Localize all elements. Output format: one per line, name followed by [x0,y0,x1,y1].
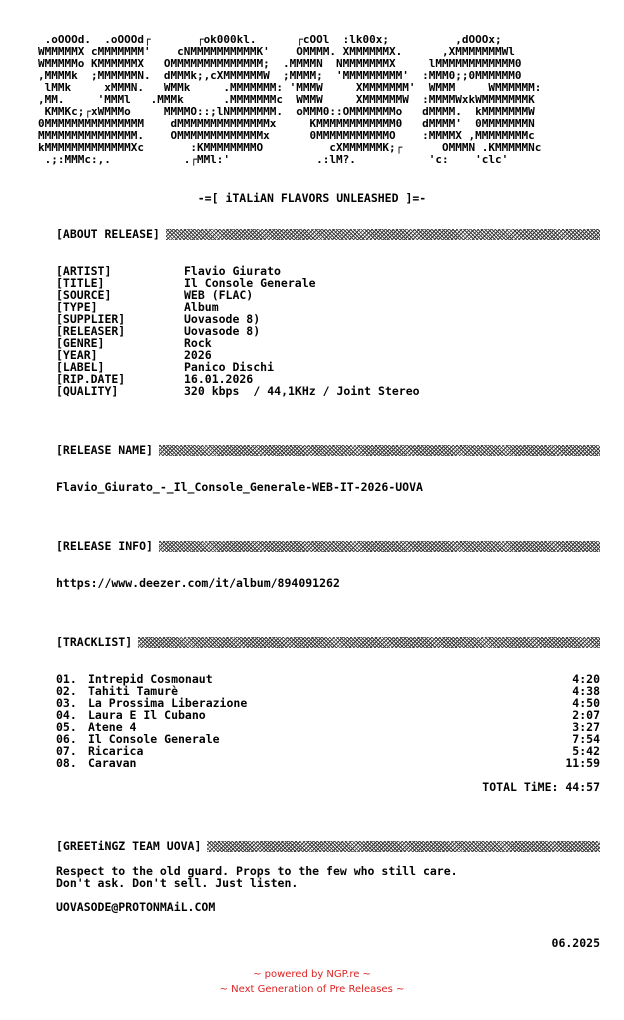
track-duration: 5:42 [572,744,600,758]
track-row [56,684,600,696]
section-divider [138,637,600,648]
info-key: [GENRE] [56,336,105,350]
info-row-label [56,360,420,372]
about-release-table [56,264,420,396]
track-title: Ricarica [88,744,144,758]
track-number: 07. [56,744,77,758]
section-header-greetings [56,840,600,852]
contact-email: UOVASODE@PROTONMAiL.COM [56,900,216,914]
track-number: 02. [56,684,77,698]
track-number: 05. [56,720,77,734]
section-divider [159,541,600,552]
section-title-tracklist: [TRACKLIST] [56,635,133,649]
info-row-supplier [56,312,420,324]
section-header-release-info [56,540,600,552]
quality-details: / 44,1KHz / Joint Stereo [253,384,420,398]
track-number: 01. [56,672,77,686]
info-row-rip-date [56,372,420,384]
greetings-line-2: Don't ask. Don't sell. Just listen. [56,876,299,890]
track-row [56,708,600,720]
info-row-title [56,276,420,288]
track-duration: 3:27 [572,720,600,734]
release-date: 06.2025 [551,936,600,950]
info-value: WEB (FLAC) [184,288,254,302]
footer-tagline: ~ Next Generation of Pre Releases ~ [219,984,405,995]
track-number: 03. [56,696,77,710]
track-duration: 11:59 [565,756,600,770]
info-row-artist [56,264,420,276]
footer-powered-by: ~ powered by NGP.re ~ [253,969,371,980]
info-value: Uovasode 8) [184,324,261,338]
track-row [56,756,600,768]
track-row [56,672,600,684]
info-value: Uovasode 8) [184,312,261,326]
track-title: Atene 4 [88,720,137,734]
info-key: [TYPE] [56,300,98,314]
track-row [56,696,600,708]
info-key: [SOURCE] [56,288,112,302]
info-value: Flavio Giurato [184,264,281,278]
track-number: 06. [56,732,77,746]
section-title-release-name: [RELEASE NAME] [56,443,153,457]
track-title: Il Console Generale [88,732,220,746]
section-divider [159,445,600,456]
greetings-line-1: Respect to the old guard. Props to the few who still care. [56,864,458,878]
info-key: [RELEASER] [56,324,126,338]
info-key: [SUPPLIER] [56,312,126,326]
info-row-source [56,288,420,300]
info-value: 2026 [184,348,212,362]
track-duration: 4:50 [572,696,600,710]
release-info-url: https://www.deezer.com/it/album/894091262 [56,576,340,590]
track-number: 04. [56,708,77,722]
info-key: [LABEL] [56,360,105,374]
info-key: [YEAR] [56,348,98,362]
info-value: 16.01.2026 [184,372,254,386]
info-row-releaser [56,324,420,336]
info-key: [ARTIST] [56,264,112,278]
track-row [56,744,600,756]
track-number: 08. [56,756,77,770]
track-row [56,732,600,744]
section-title-greetings: [GREETiNGZ TEAM UOVA] [56,839,202,853]
info-value: Album [184,300,219,314]
info-row-quality [56,384,420,396]
section-header-release-name [56,444,600,456]
info-value: Il Console Generale [184,276,316,290]
info-value: Panico Dischi [184,360,275,374]
track-title: Laura E Il Cubano [88,708,206,722]
track-title: Intrepid Cosmonaut [88,672,213,686]
total-time: TOTAL TiME: 44:57 [482,780,600,794]
tagline: -=[ iTALiAN FLAVORS UNLEASHED ]=- [197,191,427,205]
ascii-logo: .oOOOd. .oOOOd┌ ┌ok000kl. ┌cOOl :lk00x; ,dOOOx; WMMMMMX cMMMMMMM' cNMMMMMMMMMMK' OMMMM. XMMMMMMX. ,XMMMMMMMWl WMMMMMo KMMMMMMX OMMMMMMMMMMMMMM; .MMMMN NMMMMMMMX lMMMMMMMMMMMM0 ,MMMMk ;MMMMMMN. dMMMk;,cXMMMMMMW ;MMMM; 'MMMMMMMMM' :MMM0;;0MMMMMM0 lMMk xMMMN. WMMk .MMMMMMM: 'MMMW XMMMMMMM' WMMM WMMMMMM: ,MM. 'MMMl .MMMk .MMMMMMMc WMMW XMMMMMMW :MMMMWxkWMMMMMMMK KMMKc;┌xWMMMo MMMMO::;lNMMMMMMM. oMMM0::OMMMMMMMo dMMMM. kMMMMMMMW 0MMMMMMMMMMMMMMM dMMMMMMMMMMMMMMx KMMMMMMMMMMMM0 dMMMM' 0MMMMMMMN MMMMMMMMMMMMMMM. OMMMMMMMMMMMMMx 0MMMMMMMMMMMO :MMMMX ,MMMMMMMMc kMMMMMMMMMMMMMXc :KMMMMMMMMO cXMMMMMMK;┌ OMMMN .KMMMMMNc .;:MMMc:,. .┌MMl:' .:lM?. 'c: 'clc' [38,33,542,166]
section-divider [166,229,600,240]
section-title-release-info: [RELEASE INFO] [56,539,153,553]
info-key: [RIP.DATE] [56,372,126,386]
track-title: La Prossima Liberazione [88,696,248,710]
info-value: Rock [184,336,212,350]
track-duration: 4:20 [572,672,600,686]
section-header-tracklist [56,636,600,648]
info-row-year [56,348,420,360]
track-row [56,720,600,732]
track-duration: 7:54 [572,732,600,746]
info-key: [QUALITY] [56,384,119,398]
info-key: [TITLE] [56,276,105,290]
quality-bitrate: 320 kbps [184,384,240,398]
section-title-about: [ABOUT RELEASE] [56,227,160,241]
track-duration: 2:07 [572,708,600,722]
section-header-about [56,228,600,240]
track-title: Caravan [88,756,137,770]
release-name: Flavio_Giurato_-_Il_Console_Generale-WEB-IT-2026-UOVA [56,480,423,494]
track-title: Tahiti Tamurè [88,684,179,698]
section-divider [207,841,600,852]
track-duration: 4:38 [572,684,600,698]
tracklist [56,672,600,768]
